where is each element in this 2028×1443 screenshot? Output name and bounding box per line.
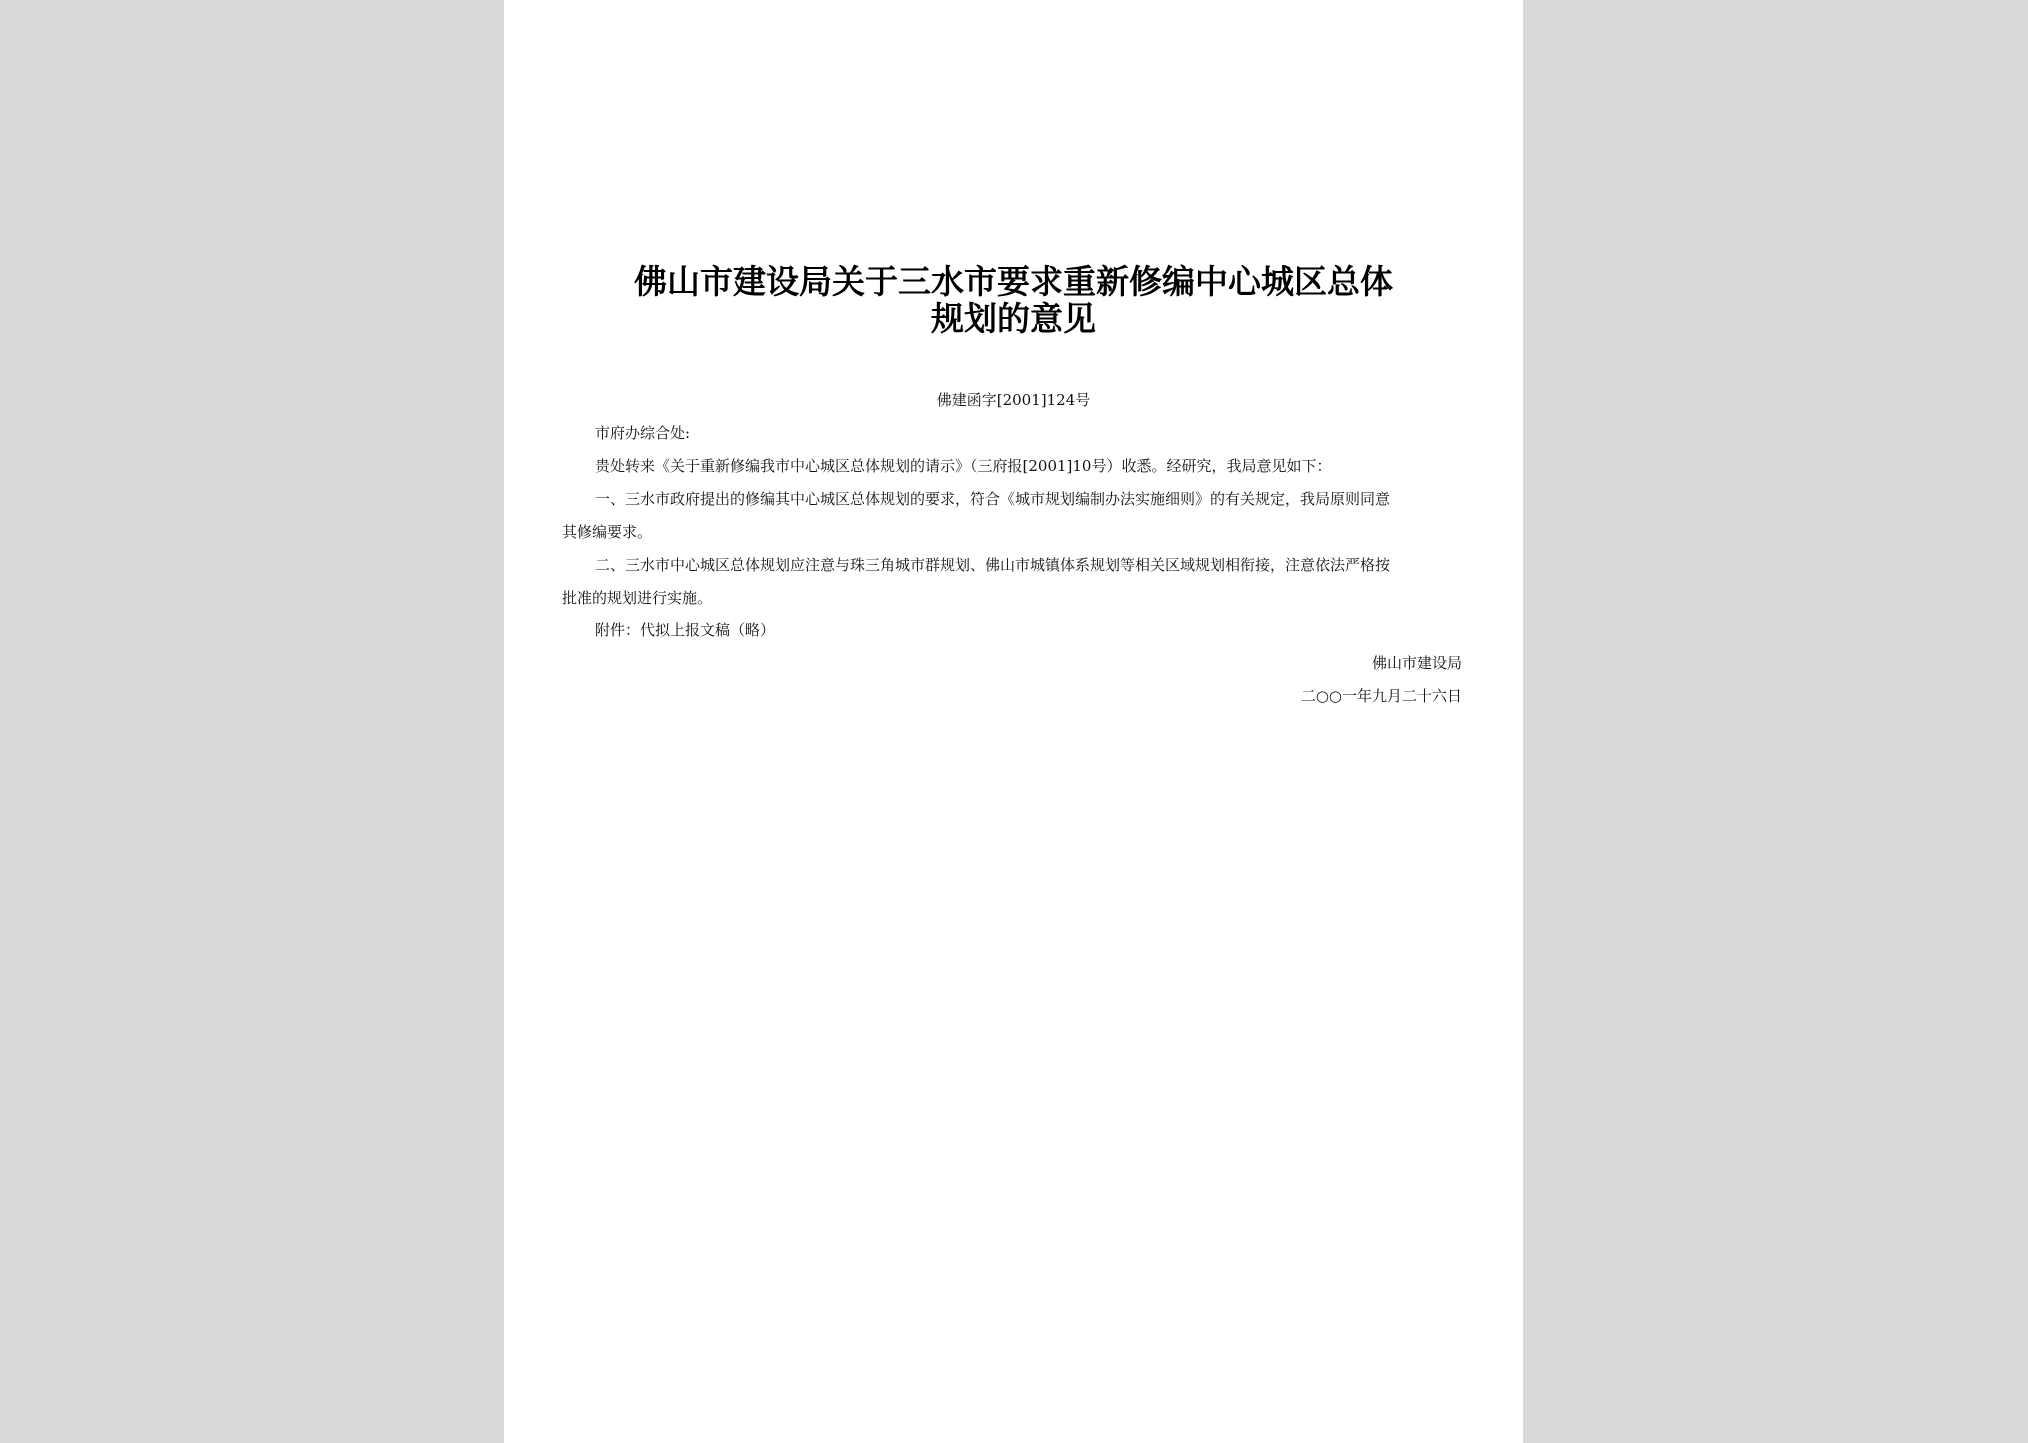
item-2-line-2: 批准的规划进行实施。 [562,589,713,607]
document-page [504,0,1523,1443]
item-2-line-1: 二、三水市中心城区总体规划应注意与珠三角城市群规划、佛山市城镇体系规划等相关区域规划相衔接，注意依法严格按 [595,556,1391,574]
document-title-line-2: 规划的意见 [931,299,1096,338]
attachment-note: 附件：代拟上报文稿（略） [595,621,776,639]
document-title-line-1: 佛山市建设局关于三水市要求重新修编中心城区总体 [634,262,1393,301]
signature-issuer: 佛山市建设局 [1371,654,1462,672]
item-1-line-2: 其修编要求。 [562,523,653,541]
salutation: 市府办综合处: [595,424,691,442]
signature-date: 二○○一年九月二十六日 [1300,687,1462,705]
paragraph-1: 贵处转来《关于重新修编我市中心城区总体规划的请示》（三府报[2001]10号）收悉。经研究，我局意见如下： [595,457,1332,475]
document-number: 佛建函字[2001]124号 [936,391,1091,409]
item-1-line-1: 一、三水市政府提出的修编其中心城区总体规划的要求，符合《城市规划编制办法实施细则》的有关规定，我局原则同意 [595,490,1391,508]
